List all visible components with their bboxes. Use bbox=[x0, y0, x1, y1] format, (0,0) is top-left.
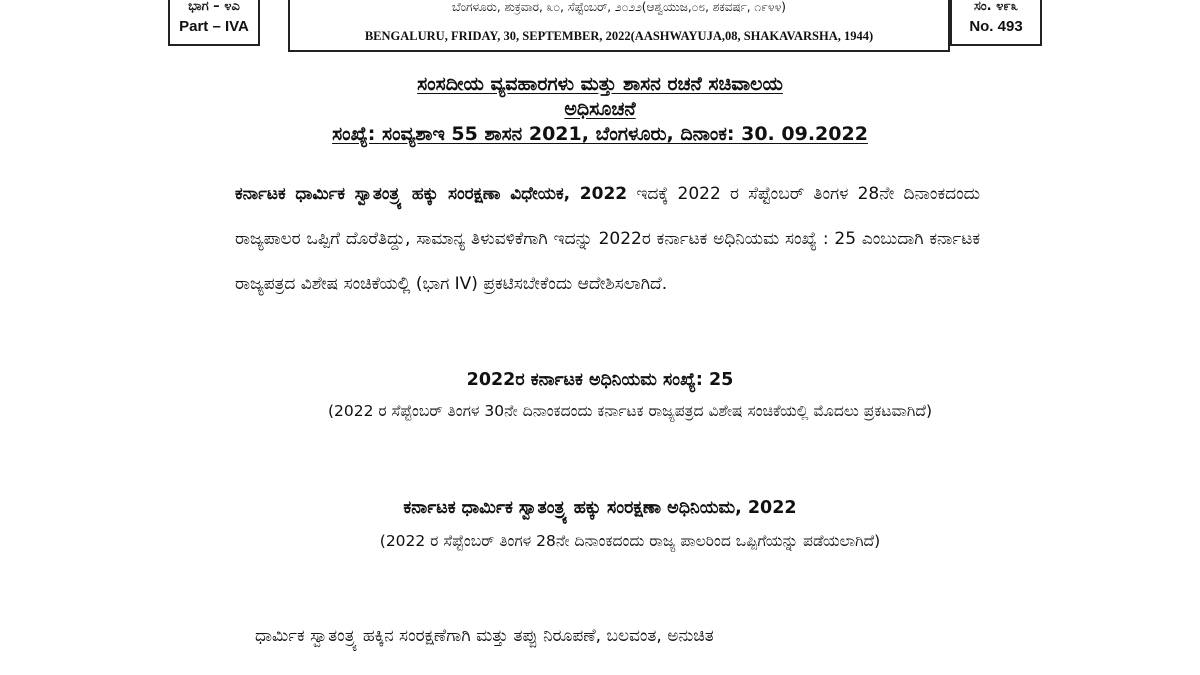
act-title: ಕರ್ನಾಟಕ ಧಾರ್ಮಿಕ ಸ್ವಾತಂತ್ರ್ಯ ಹಕ್ಕು ಸಂರಕ್ಷಣಾ ಅಧಿನಿಯಮ, 2022 bbox=[403, 498, 797, 518]
part-label-kannada: ಭಾಗ – ೪ಎ bbox=[188, 0, 240, 14]
dateline-box bbox=[288, 0, 950, 52]
part-label-english: Part – IVA bbox=[179, 18, 249, 35]
act-title-note: (2022 ರ ಸೆಪ್ಟೆಂಬರ್ ತಿಂಗಳ 28ನೇ ದಿನಾಂಕದಂದು ರಾಜ್ಯ ಪಾಲರಿಂದ ಒಪ್ಪಿಗೆಯನ್ನು ಪಡೆಯಲಾಗಿದೆ) bbox=[379, 532, 881, 550]
gazette-header bbox=[0, 0, 1200, 50]
bill-name: ಕರ್ನಾಟಕ ಧಾರ್ಮಿಕ ಸ್ವಾತಂತ್ರ್ಯ ಹಕ್ಕು ಸಂರಕ್ಷಣಾ ವಿಧೇಯಕ, 2022 bbox=[235, 184, 628, 204]
issue-number-kannada: ಸಂ. ೪೯೩ bbox=[974, 0, 1018, 14]
act-number-note: (2022 ರ ಸೆಪ್ಟೆಂಬರ್ ತಿಂಗಳ 30ನೇ ದಿನಾಂಕದಂದು ಕರ್ನಾಟಕ ರಾಜ್ಯಪತ್ರದ ವಿಶೇಷ ಸಂಚಿಕೆಯಲ್ಲಿ ಮೊದಲು ಪ್ರಕಟವಾಗಿದೆ) bbox=[327, 402, 933, 420]
issue-number-box bbox=[950, 0, 1042, 46]
notification-title: ಅಧಿಸೂಚನೆ bbox=[564, 98, 636, 120]
document-body bbox=[0, 50, 1200, 147]
dateline-kannada: ಬೆಂಗಳೂರು, ಶುಕ್ರವಾರ, ೩೦, ಸೆಪ್ಟೆಂಬರ್, ೨೦೨೨(ಆಶ್ವಯುಜ,೦೮, ಶಕವರ್ಷ, ೧೯೪೪) bbox=[452, 0, 786, 14]
preamble-line: ಧಾರ್ಮಿಕ ಸ್ವಾತಂತ್ರ್ಯ ಹಕ್ಕಿನ ಸಂರಕ್ಷಣೆಗಾಗಿ ಮತ್ತು ತಪ್ಪು ನಿರೂಪಣೆ, ಬಲವಂತ, ಅನುಚಿತ bbox=[255, 626, 714, 646]
reference-line: ಸಂಖ್ಯೆ: ಸಂವ್ಯಶಾಇ 55 ಶಾಸನ 2021, ಬೆಂಗಳೂರು, ದಿನಾಂಕ: 30. 09.2022 bbox=[332, 123, 868, 145]
department-title: ಸಂಸದೀಯ ವ್ಯವಹಾರಗಳು ಮತ್ತು ಶಾಸನ ರಚನೆ ಸಚಿವಾಲಯ bbox=[417, 73, 783, 95]
issue-number-english: No. 493 bbox=[969, 18, 1023, 35]
part-box bbox=[168, 0, 260, 46]
title-block bbox=[0, 72, 1200, 147]
notification-body: ಇದಕ್ಕೆ 2022 ರ ಸೆಪ್ಟೆಂಬರ್ ತಿಂಗಳ 28ನೇ ದಿನಾಂಕದಂದು ರಾಜ್ಯಪಾಲರ ಒಪ್ಪಿಗೆ ದೊರೆತಿದ್ದು, ಸಾಮಾನ್ಯ ತಿಳುವಳಿಕೆಗಾಗಿ ಇದನ್ನು 2022ರ ಕರ್ನಾಟಕ ಅಧಿನಿಯಮ ಸಂಖ್ಯೆ : 25 ಎಂಬುದಾಗಿ ಕರ್ನಾಟಕ ರಾಜ್ಯಪತ್ರದ ವಿಶೇಷ ಸಂಚಿಕೆಯಲ್ಲಿ (ಭಾಗ IV) ಪ್ರಕಟಿಸಬೇಕೆಂದು ಆದೇಶಿಸಲಾಗಿದೆ. bbox=[235, 184, 980, 294]
dateline-english: BENGALURU, FRIDAY, 30, SEPTEMBER, 2022(AASHWAYUJA,08, SHAKAVARSHA, 1944) bbox=[364, 29, 874, 43]
notification-paragraph bbox=[235, 172, 980, 307]
act-number-heading: 2022ರ ಕರ್ನಾಟಕ ಅಧಿನಿಯಮ ಸಂಖ್ಯೆ: 25 bbox=[466, 370, 734, 390]
